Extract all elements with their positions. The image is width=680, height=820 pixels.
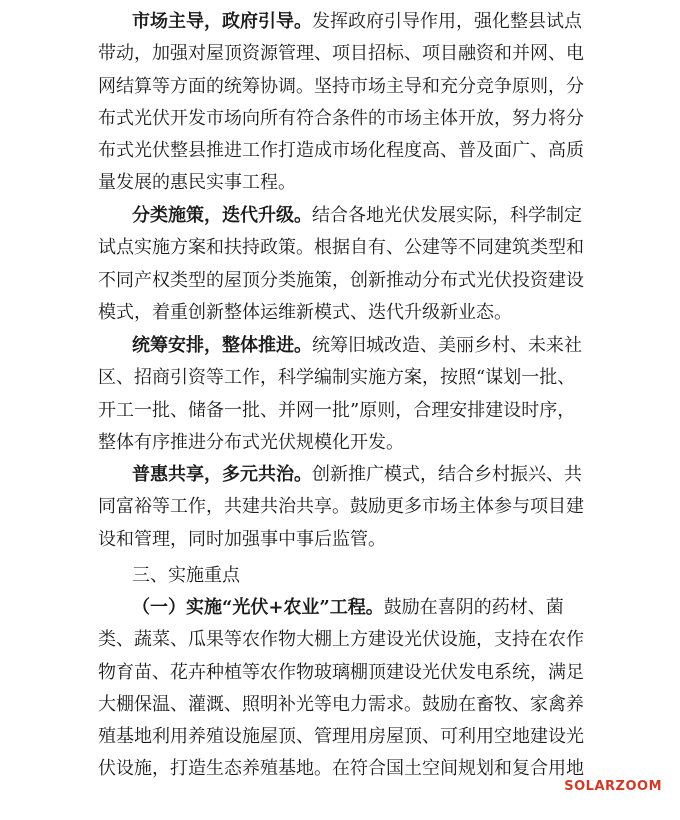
text-line: 伏设施，打造生态养殖基地。在符合国土空间规划和复合用地 [98, 758, 584, 780]
paragraph-first-line: 统筹安排，整体推进。统筹旧城改造、美丽乡村、未来社 [132, 335, 582, 356]
paragraph-classified-policy [98, 200, 584, 329]
subsection-first-line: （一）实施“光伏+农业”工程。鼓励在喜阴的药材、菌 [132, 597, 564, 618]
text-line: 物育苗、花卉种植等农作物玻璃棚顶建设光伏发电系统，满足 [98, 661, 584, 683]
text-line: 类、蔬菜、瓜果等农作物大棚上方建设光伏设施，支持在农作 [98, 629, 584, 651]
watermark-logo: SOLARZOOM [564, 779, 662, 794]
text-line: 开工一批、储备一批、并网一批”原则，合理安排建设时序， [98, 399, 576, 421]
text-line: 区、招商引资等工作，科学编制实施方案，按照“谋划一批、 [98, 367, 576, 389]
text-line: 带动，加强对屋顶资源管理、项目招标、项目融资和并网、电 [98, 43, 584, 65]
text-line: 模式，着重创新整体运维新模式、迭代升级新业态。 [98, 301, 512, 323]
paragraph-lead: 分类施策，迭代升级。 [132, 205, 312, 226]
text-line: 殖基地利用养殖设施屋顶、管理用房屋顶、可利用空地建设光 [98, 726, 584, 748]
paragraph-lead: 统筹安排，整体推进。 [132, 335, 312, 356]
text-line: 量发展的惠民实事工程。 [98, 172, 296, 194]
section-heading: 三、实施重点 [132, 565, 240, 586]
text-line: 试点实施方案和扶持政策。根据自有、公建等不同建筑类型和 [98, 237, 584, 259]
text-line: 布式光伏整县推进工作打造成市场化程度高、普及面广、高质 [98, 140, 584, 162]
text-line: 布式光伏开发市场向所有符合条件的市场主体开放，努力将分 [98, 107, 584, 129]
paragraph-first-line: 市场主导，政府引导。发挥政府引导作用，强化整县试点 [132, 11, 582, 32]
paragraph-market-led [98, 6, 584, 200]
paragraph-inclusive-sharing [98, 459, 584, 556]
text-line: 同富裕等工作，共建共治共享。鼓励更多市场主体参与项目建 [98, 496, 584, 518]
paragraph-overall-planning [98, 330, 584, 459]
text-line: 网结算等方面的统筹协调。坚持市场主导和充分竞争原则，分 [98, 75, 584, 97]
text-line: 设和管理，同时加强事中事后监管。 [98, 528, 386, 550]
text-line: 不同产权类型的屋顶分类施策，创新推动分布式光伏投资建设 [98, 269, 584, 291]
subsection-lead: （一）实施“光伏+农业”工程。 [132, 597, 384, 618]
paragraph-lead: 市场主导，政府引导。 [132, 11, 312, 32]
paragraph-first-line: 普惠共享，多元共治。创新推广模式，结合乡村振兴、共 [132, 464, 582, 485]
text-line: 整体有序推进分布式光伏规模化开发。 [98, 431, 404, 453]
text-line: 大棚保温、灌溉、照明补光等电力需求。鼓励在畜牧、家禽养 [98, 693, 584, 715]
paragraph-first-line: 分类施策，迭代升级。结合各地光伏发展实际，科学制定 [132, 205, 582, 226]
paragraph-lead: 普惠共享，多元共治。 [132, 464, 312, 485]
subsection-pv-agriculture [98, 592, 584, 786]
